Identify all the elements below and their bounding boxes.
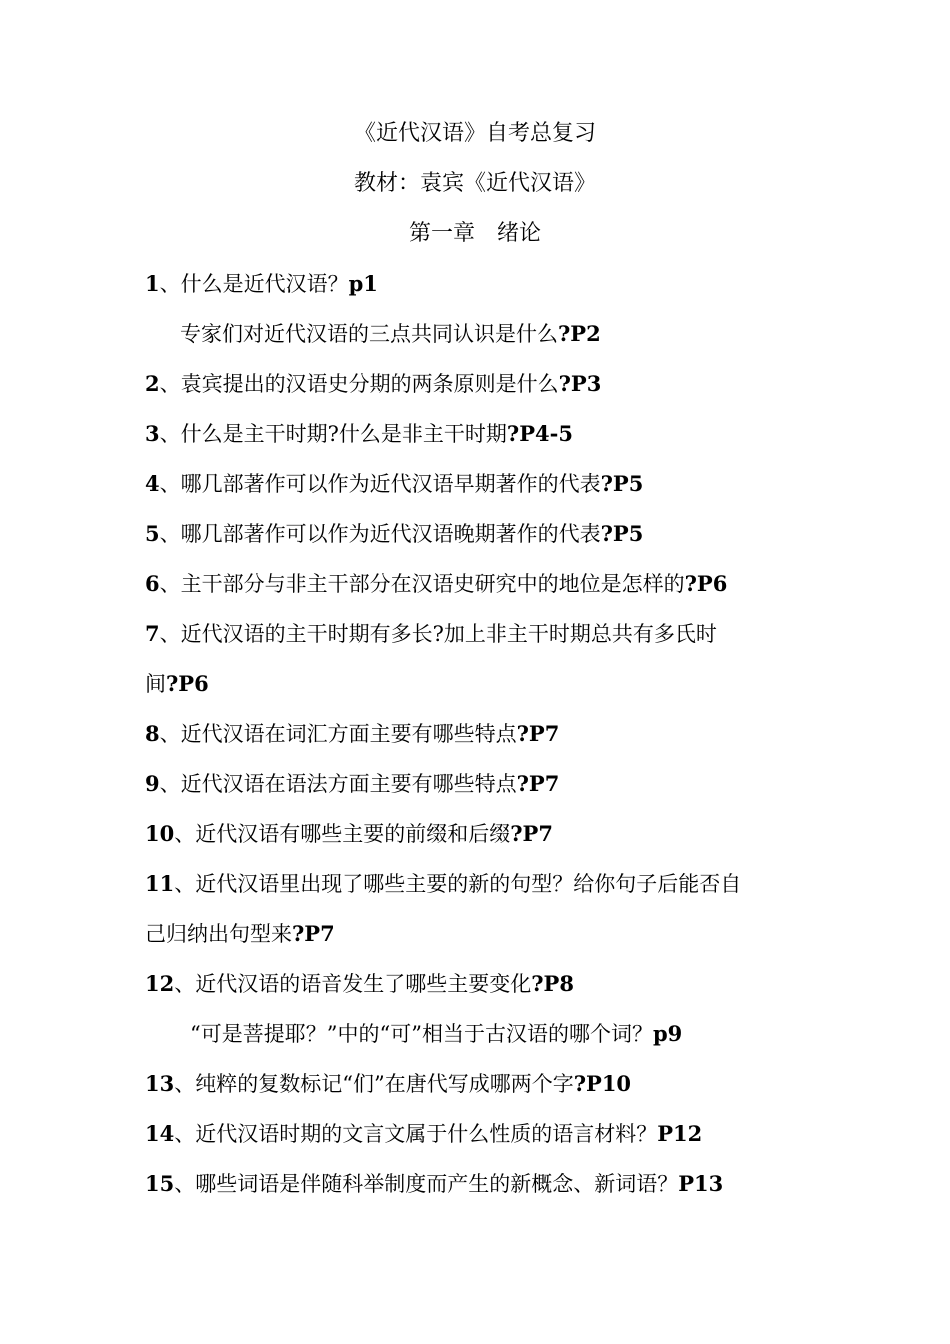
textbook-line: 教材：袁宾《近代汉语》 — [353, 171, 596, 196]
item-text: 、哪几部著作可以作为近代汉语晚期著作的代表 — [159, 522, 601, 546]
page-ref: ?P5 — [600, 471, 644, 496]
page-ref: P12 — [657, 1121, 703, 1146]
page-ref: p9 — [652, 1021, 683, 1046]
page-ref: ?P6 — [684, 571, 728, 596]
page-ref: ?P7 — [510, 821, 553, 846]
document-title: 《近代汉语》自考总复习 — [353, 121, 596, 146]
list-item — [145, 519, 810, 549]
item-number: 13 — [145, 1071, 175, 1096]
page-ref: p1 — [348, 271, 378, 296]
item-text: “可是菩提耶？”中的“可”相当于古汉语的哪个词？ — [190, 1022, 653, 1046]
item-text: 、近代汉语时期的文言文属于什么性质的语言材料？ — [174, 1122, 658, 1146]
item-text: 、近代汉语有哪些主要的前缀和后缀 — [174, 822, 511, 846]
page-ref: P13 — [678, 1171, 724, 1196]
list-item — [145, 969, 810, 999]
item-text: 、纯粹的复数标记“们”在唐代写成哪两个字 — [174, 1072, 574, 1096]
list-item — [145, 469, 810, 499]
list-item — [145, 769, 810, 799]
item-text: 己归纳出句型来 — [145, 922, 292, 946]
item-number: 4 — [145, 471, 160, 496]
item-text: 、近代汉语在词汇方面主要有哪些特点 — [159, 722, 517, 746]
list-item — [145, 1169, 810, 1199]
list-item — [145, 419, 810, 449]
list-item — [180, 319, 845, 349]
item-text: 、近代汉语里出现了哪些主要的新的句型？给你句子后能否自 — [174, 872, 742, 896]
item-text: 、哪些词语是伴随科举制度而产生的新概念、新词语？ — [174, 1172, 679, 1196]
item-number: 14 — [145, 1121, 175, 1146]
list-item — [145, 619, 810, 649]
item-number: 8 — [145, 721, 160, 746]
list-item — [145, 719, 810, 749]
item-text: 、近代汉语在语法方面主要有哪些特点 — [159, 772, 517, 796]
list-item-continuation — [145, 919, 810, 949]
item-number: 10 — [145, 821, 175, 846]
item-number: 2 — [145, 371, 160, 396]
list-item — [145, 869, 810, 899]
item-number: 12 — [145, 971, 175, 996]
item-number: 9 — [145, 771, 160, 796]
list-item — [145, 819, 810, 849]
page-ref: ?P3 — [558, 371, 602, 396]
page-ref: ?P8 — [531, 971, 574, 996]
item-number: 6 — [145, 571, 160, 596]
list-item — [145, 269, 810, 299]
page-ref: ?P7 — [516, 721, 560, 746]
list-item — [145, 1119, 810, 1149]
page-ref: ?P7 — [516, 771, 560, 796]
item-text: 、什么是主干时期?什么是非主干时期 — [159, 422, 507, 446]
item-number: 11 — [145, 871, 175, 896]
page-ref: ?P6 — [166, 671, 209, 696]
page-ref: ?P4-5 — [506, 421, 573, 446]
list-item — [145, 1069, 810, 1099]
item-text: 、哪几部著作可以作为近代汉语早期著作的代表 — [159, 472, 601, 496]
item-text: 专家们对近代汉语的三点共同认识是什么 — [180, 322, 558, 346]
page-ref: ?P7 — [292, 921, 335, 946]
page-ref: ?P10 — [573, 1071, 632, 1096]
list-item — [145, 569, 810, 599]
chapter-heading: 第一章 绪论 — [408, 221, 541, 246]
page-ref: ?P5 — [600, 521, 644, 546]
item-text: 、袁宾提出的汉语史分期的两条原则是什么 — [159, 372, 559, 396]
item-text: 、什么是近代汉语？ — [159, 272, 349, 296]
item-text: 、主干部分与非主干部分在汉语史研究中的地位是怎样的 — [159, 572, 685, 596]
item-number: 5 — [145, 521, 160, 546]
list-item — [190, 1019, 855, 1049]
list-item — [145, 369, 810, 399]
item-text: 、近代汉语的语音发生了哪些主要变化 — [174, 972, 532, 996]
item-number: 15 — [145, 1171, 175, 1196]
item-number: 7 — [145, 621, 160, 646]
item-number: 1 — [145, 271, 160, 296]
item-number: 3 — [145, 421, 160, 446]
page-ref: ?P2 — [558, 321, 601, 346]
item-text: 间 — [145, 672, 166, 696]
list-item-continuation — [145, 669, 810, 699]
item-text: 、近代汉语的主干时期有多长?加上非主干时期总共有多氏时 — [159, 622, 717, 646]
